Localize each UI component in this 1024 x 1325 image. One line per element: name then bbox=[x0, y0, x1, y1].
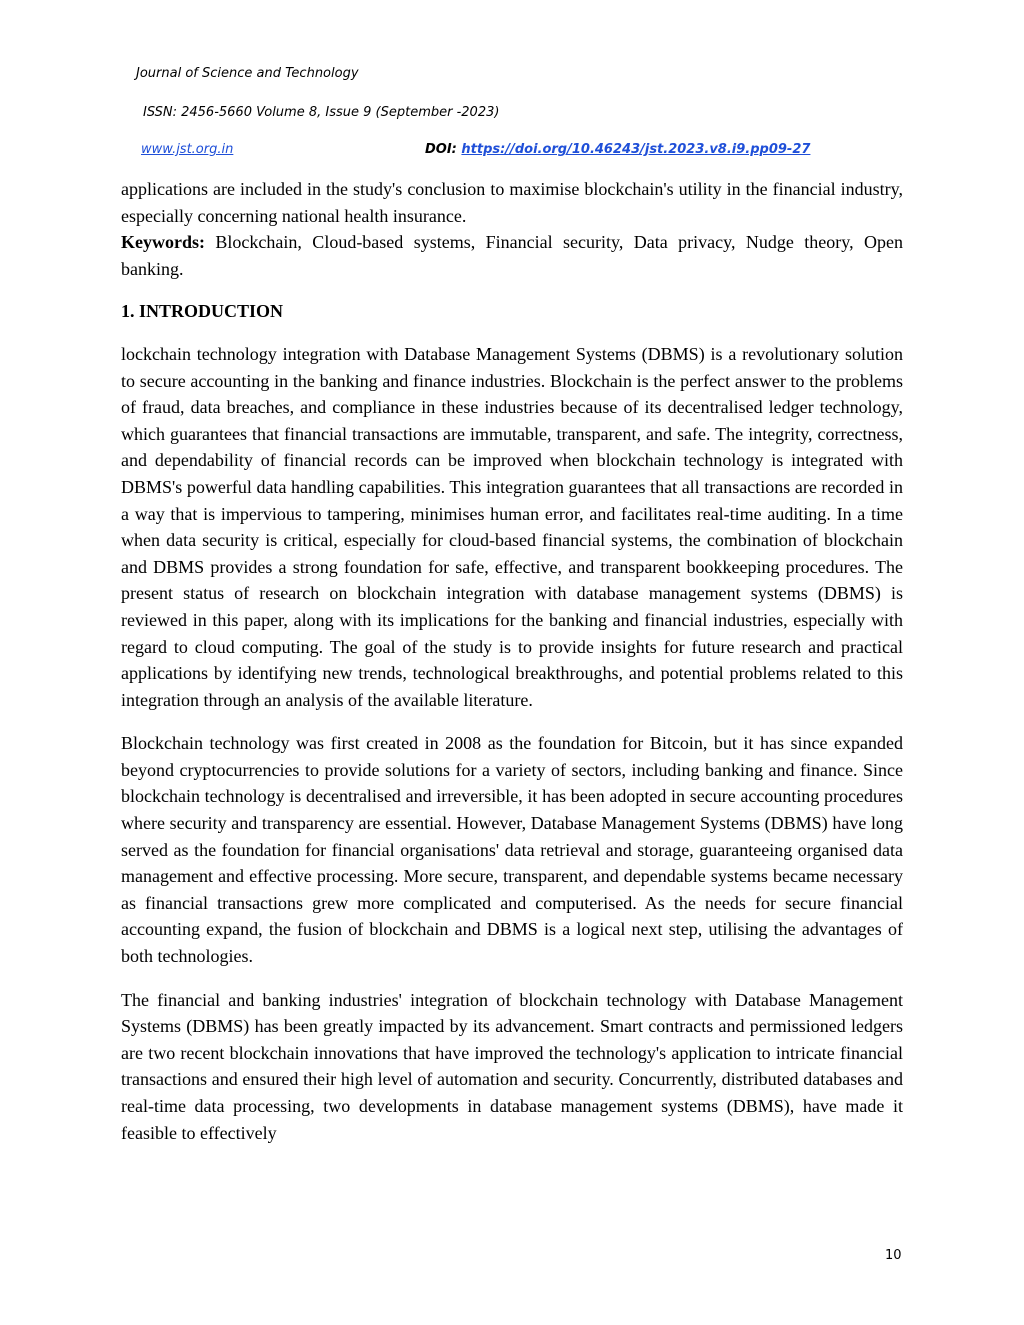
section-heading: 1. INTRODUCTION bbox=[121, 301, 284, 322]
doi-link[interactable]: https://doi.org/10.46243/jst.2023.v8.i9.pp09-27 bbox=[461, 142, 811, 157]
body-text bbox=[121, 176, 903, 1163]
issn-line: ISSN: 2456-5660 Volume 8, Issue 9 (September -2023) bbox=[143, 105, 500, 120]
paragraph: The financial and banking industries' integration of blockchain technology with Database Management Systems (DBMS) has been greatly impacted by its advancement. Smart contracts and permissioned ledgers are two recent blockchain innovations that have improved the technology's application to intricate financial transactions and ensured their high level of automation and security. Concurrently, distributed databases and real-time data processing, two developments in database management systems (DBMS), have made it feasible to effectively bbox=[121, 989, 903, 1143]
doi-line bbox=[425, 142, 810, 157]
abstract-tail: applications are included in the study's conclusion to maximise blockchain's utility in the financial industry, especially concerning national health insurance. bbox=[121, 179, 903, 226]
paragraph: lockchain technology integration with Database Management Systems (DBMS) is a revolutionary solution to secure accounting in the banking and finance industries. Blockchain is the perfect answer to the problems of fraud, data breaches, and compliance in these industries because of its decentralised ledger technology, which guarantees that financial transactions are immutable, transparent, and safe. The integrity, correctness, and dependability of financial records can be improved when blockchain technology is integrated with DBMS's powerful data handling capabilities. This integration guarantees that all transactions are recorded in a way that is impervious to tampering, minimises human error, and facilitates real-time auditing. In a time when data security is critical, especially for cloud-based financial systems, the combination of blockchain and DBMS provides a strong foundation for safe, effective, and transparent bookkeeping procedures. The present status of research on blockchain integration with database management systems (DBMS) is reviewed in this paper, along with its implications for the banking and financial industries, especially with regard to cloud computing. The goal of the study is to provide insights for future research and practical applications by identifying new trends, technological breakthroughs, and potential problems related to this integration through an analysis of the available literature. bbox=[121, 343, 903, 710]
page-number: 10 bbox=[885, 1248, 902, 1263]
keywords-line bbox=[121, 229, 903, 282]
journal-title: Journal of Science and Technology bbox=[136, 66, 359, 81]
website-link[interactable]: www.jst.org.in bbox=[141, 142, 234, 157]
keywords-label: Keywords: bbox=[121, 232, 205, 253]
paragraph: Blockchain technology was first created in 2008 as the foundation for Bitcoin, but it has since expanded beyond cryptocurrencies to provide solutions for a variety of sectors, including banking and finance. Since blockchain technology is decentralised and irreversible, it has been adopted in secure accounting procedures where security and transparency are essential. However, Database Management Systems (DBMS) have long served as the foundation for financial organisations' data retrieval and storage, guaranteeing organised data management and effective processing. More secure, transparent, and dependable systems became necessary as financial transactions grew more complicated and computerised. As the needs for secure financial accounting expand, the fusion of blockchain and DBMS is a logical next step, utilising the advantages of both technologies. bbox=[121, 733, 903, 967]
keywords-text: Blockchain, Cloud-based systems, Financial security, Data privacy, Nudge theory, Open banking. bbox=[121, 232, 903, 279]
doi-label: DOI: bbox=[425, 142, 462, 157]
